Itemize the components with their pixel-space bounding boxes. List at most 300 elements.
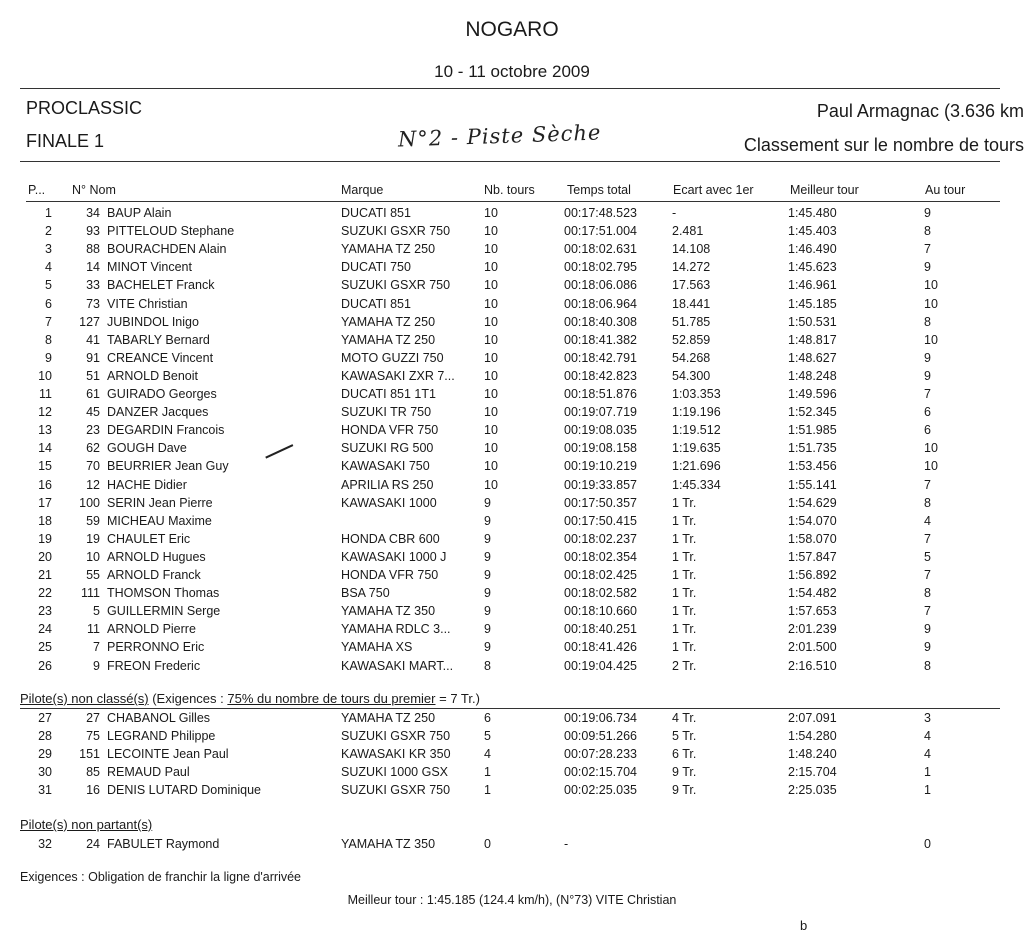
row-ecart: 1:19.635 (672, 441, 721, 456)
row-tours: 10 (484, 296, 498, 311)
row-meilleur: 1:45.185 (788, 296, 837, 311)
row-tours: 9 (484, 586, 491, 601)
row-temps: 00:18:02.425 (564, 568, 637, 582)
row-pos: 6 (45, 296, 52, 311)
row-ecart: 1:21.696 (672, 459, 721, 474)
row-tours: 10 (484, 206, 498, 220)
row-name: PITTELOUD Stephane (107, 224, 235, 239)
row-marque: APRILIA RS 250 (341, 477, 434, 492)
row-tours: 9 (484, 604, 491, 619)
row-ecart: 51.785 (672, 314, 711, 329)
table-row (0, 729, 1024, 747)
row-num: 100 (79, 495, 100, 510)
row-temps: 00:18:42.823 (564, 368, 637, 383)
row-tours: 9 (484, 531, 491, 546)
row-tours: 10 (484, 405, 498, 420)
row-tours: 9 (484, 640, 491, 655)
row-ecart: 4 Tr. (672, 711, 697, 725)
row-pos: 13 (38, 423, 52, 438)
header-temps-total: Temps total (567, 183, 631, 197)
row-au-tour: 7 (924, 387, 931, 401)
row-num: 9 (93, 658, 100, 673)
row-tours: 10 (484, 332, 498, 347)
row-tours: 9 (484, 622, 491, 637)
row-au-tour: 8 (924, 586, 931, 601)
row-ecart: 1 Tr. (672, 622, 697, 637)
row-temps: 00:19:04.425 (564, 658, 637, 673)
row-ecart: 9 Tr. (672, 765, 697, 779)
row-ecart: 1 Tr. (672, 568, 697, 582)
row-meilleur: 2:07.091 (788, 711, 837, 725)
row-num: 59 (86, 513, 100, 528)
table-row (0, 278, 1024, 296)
row-temps: 00:17:50.415 (564, 513, 637, 528)
row-meilleur: 1:48.248 (788, 368, 837, 383)
row-name: DEGARDIN Francois (107, 423, 225, 438)
row-au-tour: 7 (924, 604, 931, 619)
row-pos: 21 (38, 568, 52, 582)
row-name: CHABANOL Gilles (107, 711, 211, 725)
footer-exigences: Exigences : Obligation de franchir la ligne d'arrivée (20, 870, 302, 884)
row-num: 41 (86, 332, 100, 347)
table-row (0, 405, 1024, 423)
table-header (0, 183, 1024, 201)
table-row (0, 837, 1024, 855)
table-row (0, 242, 1024, 260)
table-row (0, 478, 1024, 496)
table-row (0, 568, 1024, 586)
row-meilleur: 1:52.345 (788, 405, 837, 420)
row-marque: KAWASAKI 1000 (341, 495, 437, 510)
row-name: FREON Frederic (107, 658, 201, 673)
table-row (0, 514, 1024, 532)
row-temps: 00:02:15.704 (564, 765, 637, 779)
row-pos: 32 (38, 837, 52, 851)
row-marque: SUZUKI GSXR 750 (341, 729, 451, 743)
row-meilleur: 1:49.596 (788, 387, 837, 401)
row-tours: 10 (484, 477, 498, 492)
row-temps: 00:18:02.582 (564, 586, 637, 601)
row-temps: 00:18:02.354 (564, 549, 637, 564)
row-au-tour: 9 (924, 350, 931, 365)
row-au-tour: 4 (924, 747, 931, 761)
row-au-tour: 7 (924, 242, 931, 257)
table-row (0, 640, 1024, 658)
row-marque: YAMAHA TZ 250 (341, 711, 436, 725)
row-ecart: 9 Tr. (672, 783, 697, 797)
row-au-tour: 6 (924, 423, 931, 438)
row-au-tour: 10 (924, 441, 938, 456)
row-meilleur: 1:57.653 (788, 604, 837, 619)
row-marque: KAWASAKI KR 350 (341, 747, 451, 761)
row-temps: 00:18:41.426 (564, 640, 637, 655)
row-marque: SUZUKI RG 500 (341, 441, 434, 456)
row-marque: HONDA CBR 600 (341, 531, 440, 546)
row-temps: 00:19:10.219 (564, 459, 637, 474)
row-tours: 1 (484, 765, 491, 779)
row-au-tour: 9 (924, 206, 931, 220)
row-ecart: 1 Tr. (672, 495, 697, 510)
row-name: ARNOLD Hugues (107, 549, 206, 564)
row-meilleur: 1:45.480 (788, 206, 837, 220)
row-name: BAUP Alain (107, 206, 172, 220)
row-au-tour: 8 (924, 658, 931, 673)
row-name: TABARLY Bernard (107, 332, 210, 347)
row-marque: DUCATI 851 1T1 (341, 387, 436, 401)
row-tours: 9 (484, 513, 491, 528)
row-ecart: 1:45.334 (672, 477, 721, 492)
row-temps: 00:07:28.233 (564, 747, 637, 761)
row-meilleur: 1:57.847 (788, 549, 837, 564)
row-temps: 00:17:50.357 (564, 495, 637, 510)
table-row (0, 387, 1024, 405)
row-ecart: 1:03.353 (672, 387, 721, 401)
table-row (0, 441, 1024, 459)
row-marque: SUZUKI 1000 GSX (341, 765, 448, 779)
row-meilleur: 1:45.403 (788, 224, 837, 239)
row-name: BEURRIER Jean Guy (107, 459, 229, 474)
row-ecart: 17.563 (672, 278, 711, 293)
row-num: 70 (86, 459, 100, 474)
row-meilleur: 1:55.141 (788, 477, 837, 492)
row-marque: HONDA VFR 750 (341, 423, 439, 438)
row-au-tour: 0 (924, 837, 931, 851)
row-temps: 00:02:25.035 (564, 783, 637, 797)
row-au-tour: 7 (924, 531, 931, 546)
row-ecart: 5 Tr. (672, 729, 697, 743)
row-marque: KAWASAKI 1000 J (341, 549, 447, 564)
row-meilleur: 1:58.070 (788, 531, 837, 546)
header-marque: Marque (341, 183, 384, 197)
table-row (0, 351, 1024, 369)
row-num: 111 (80, 586, 100, 601)
row-pos: 15 (38, 459, 52, 474)
divider-header (26, 201, 1000, 202)
row-num: 11 (87, 622, 100, 637)
row-temps: 00:18:02.631 (564, 242, 637, 257)
row-meilleur: 2:01.239 (788, 622, 837, 637)
header-meilleur-tour: Meilleur tour (790, 183, 859, 197)
row-ecart: 2 Tr. (672, 658, 697, 673)
row-meilleur: 2:16.510 (788, 658, 837, 673)
row-meilleur: 1:51.735 (788, 441, 837, 456)
row-ecart: 1:19.512 (672, 423, 721, 438)
row-marque: YAMAHA TZ 350 (341, 837, 436, 851)
row-temps: - (564, 837, 569, 851)
row-pos: 5 (45, 278, 52, 293)
table-row (0, 333, 1024, 351)
row-au-tour: 9 (924, 622, 931, 637)
row-pos: 17 (38, 495, 52, 510)
row-pos: 23 (38, 604, 52, 619)
row-tours: 10 (484, 314, 498, 329)
circuit-name: Paul Armagnac (3.636 km (816, 101, 1024, 121)
category-label: PROCLASSIC (26, 98, 143, 118)
row-num: 51 (86, 368, 100, 383)
row-pos: 3 (45, 242, 52, 257)
row-pos: 31 (38, 783, 52, 797)
row-au-tour: 9 (924, 260, 931, 275)
row-ecart: 54.268 (672, 350, 711, 365)
row-tours: 10 (484, 441, 498, 456)
row-pos: 10 (38, 368, 52, 383)
row-au-tour: 4 (924, 729, 931, 743)
row-au-tour: 10 (924, 459, 938, 474)
table-row (0, 423, 1024, 441)
row-ecart: 6 Tr. (672, 747, 697, 761)
row-num: 127 (79, 314, 100, 329)
row-num: 75 (86, 729, 100, 743)
row-marque: KAWASAKI MART... (341, 658, 454, 673)
row-num: 24 (86, 837, 100, 851)
row-au-tour: 8 (924, 314, 931, 329)
row-temps: 00:17:51.004 (564, 224, 637, 239)
row-marque: DUCATI 851 (341, 296, 411, 311)
header-ecart: Ecart avec 1er (673, 183, 754, 197)
table-row (0, 297, 1024, 315)
row-temps: 00:18:10.660 (564, 604, 637, 619)
row-pos: 16 (38, 477, 52, 492)
row-pos: 27 (38, 711, 52, 725)
row-tours: 4 (484, 747, 491, 761)
row-num: 23 (86, 423, 100, 438)
row-name: VITE Christian (107, 296, 188, 311)
page-mark: b (800, 918, 808, 933)
row-pos: 29 (38, 747, 52, 761)
row-meilleur: 1:53.456 (788, 459, 837, 474)
row-pos: 30 (38, 765, 52, 779)
row-num: 85 (86, 765, 100, 779)
table-row (0, 459, 1024, 477)
row-temps: 00:18:02.795 (564, 260, 637, 275)
row-name: ARNOLD Benoit (107, 368, 199, 383)
row-num: 73 (86, 296, 100, 311)
row-meilleur: 1:54.629 (788, 495, 837, 510)
header-nb-tours: Nb. tours (484, 183, 535, 197)
row-marque: SUZUKI GSXR 750 (341, 278, 451, 293)
row-num: 33 (86, 278, 100, 293)
row-ecart: 1 Tr. (672, 531, 697, 546)
row-name: THOMSON Thomas (107, 586, 220, 601)
row-name: BOURACHDEN Alain (107, 242, 227, 257)
row-marque: YAMAHA TZ 250 (341, 332, 436, 347)
row-marque: DUCATI 851 (341, 206, 411, 220)
row-ecart: 54.300 (672, 368, 711, 383)
table-row (0, 659, 1024, 677)
row-num: 10 (86, 549, 100, 564)
row-au-tour: 9 (924, 368, 931, 383)
row-name: ARNOLD Pierre (107, 622, 196, 637)
row-pos: 22 (38, 586, 52, 601)
row-au-tour: 9 (924, 640, 931, 655)
row-temps: 00:18:40.251 (564, 622, 637, 637)
row-au-tour: 6 (924, 405, 931, 420)
row-meilleur: 1:54.070 (788, 513, 837, 528)
row-meilleur: 1:54.280 (788, 729, 837, 743)
row-tours: 10 (484, 368, 498, 383)
row-meilleur: 1:56.892 (788, 568, 837, 582)
row-meilleur: 2:01.500 (788, 640, 837, 655)
row-pos: 12 (38, 405, 52, 420)
header-num-nom: N° Nom (72, 183, 116, 197)
row-name: DANZER Jacques (107, 405, 209, 420)
row-pos: 18 (38, 513, 52, 528)
row-pos: 24 (38, 622, 52, 637)
table-row (0, 496, 1024, 514)
row-temps: 00:18:51.876 (564, 387, 637, 401)
row-temps: 00:18:41.382 (564, 332, 637, 347)
row-ecart: 14.108 (672, 242, 711, 257)
row-num: 14 (86, 260, 100, 275)
row-temps: 00:09:51.266 (564, 729, 637, 743)
row-au-tour: 7 (924, 477, 931, 492)
row-tours: 9 (484, 495, 491, 510)
row-temps: 00:18:06.086 (564, 278, 637, 293)
table-row (0, 711, 1024, 729)
row-name: LEGRAND Philippe (107, 729, 216, 743)
row-temps: 00:19:06.734 (564, 711, 637, 725)
row-temps: 00:18:02.237 (564, 531, 637, 546)
row-pos: 19 (38, 531, 52, 546)
row-marque: YAMAHA RDLC 3... (341, 622, 451, 637)
row-marque: YAMAHA TZ 350 (341, 604, 436, 619)
row-temps: 00:17:48.523 (564, 206, 637, 220)
row-tours: 9 (484, 549, 491, 564)
row-temps: 00:19:08.035 (564, 423, 637, 438)
row-marque: MOTO GUZZI 750 (341, 350, 444, 365)
row-pos: 1 (45, 206, 52, 220)
row-meilleur: 1:48.817 (788, 332, 837, 347)
event-dates: 10 - 11 octobre 2009 (434, 62, 590, 81)
row-temps: 00:18:06.964 (564, 296, 637, 311)
table-row (0, 747, 1024, 765)
row-au-tour: 10 (924, 296, 938, 311)
row-num: 62 (86, 441, 100, 456)
row-au-tour: 4 (924, 513, 931, 528)
row-ecart: 52.859 (672, 332, 711, 347)
row-meilleur: 1:48.240 (788, 747, 837, 761)
row-au-tour: 1 (924, 765, 931, 779)
race-label: FINALE 1 (26, 131, 105, 151)
row-num: 27 (86, 711, 100, 725)
row-au-tour: 8 (924, 224, 931, 239)
row-tours: 8 (484, 658, 491, 673)
row-marque: KAWASAKI 750 (341, 459, 430, 474)
row-ecart: 1 Tr. (672, 586, 697, 601)
row-num: 5 (93, 604, 100, 619)
row-ecart: 14.272 (672, 260, 711, 275)
row-meilleur: 1:45.623 (788, 260, 837, 275)
row-name: LECOINTE Jean Paul (107, 747, 229, 761)
non-partant-title: Pilote(s) non partant(s) (20, 817, 153, 832)
row-au-tour: 5 (924, 549, 931, 564)
row-pos: 14 (38, 441, 52, 456)
row-name: ARNOLD Franck (107, 568, 201, 582)
row-num: 12 (86, 477, 100, 492)
row-name: MICHEAU Maxime (107, 513, 212, 528)
row-name: BACHELET Franck (107, 278, 215, 293)
handwritten-note: N°2 - Piste Sèche (397, 120, 602, 152)
row-ecart: 1 Tr. (672, 549, 697, 564)
row-au-tour: 8 (924, 495, 931, 510)
row-num: 151 (79, 747, 100, 761)
row-pos: 9 (45, 350, 52, 365)
row-tours: 10 (484, 278, 498, 293)
row-tours: 10 (484, 242, 498, 257)
row-tours: 6 (484, 711, 491, 725)
row-name: JUBINDOL Inigo (107, 314, 199, 329)
footer-meilleur-tour: Meilleur tour : 1:45.185 (124.4 km/h), (N°73) VITE Christian (347, 893, 677, 907)
row-ecart: 1 Tr. (672, 513, 697, 528)
row-tours: 10 (484, 260, 498, 275)
row-au-tour: 10 (924, 332, 938, 347)
row-au-tour: 7 (924, 568, 931, 582)
row-ecart: 2.481 (672, 224, 704, 239)
row-num: 7 (93, 640, 100, 655)
row-num: 88 (86, 242, 100, 257)
header-pos: P... (28, 183, 46, 197)
table-row (0, 765, 1024, 783)
row-au-tour: 1 (924, 783, 931, 797)
row-name: CHAULET Eric (107, 531, 191, 546)
row-tours: 9 (484, 568, 491, 582)
row-pos: 8 (45, 332, 52, 347)
row-ecart: - (672, 206, 677, 220)
divider-top (20, 88, 1000, 89)
row-name: DENIS LUTARD Dominique (107, 783, 261, 797)
row-name: HACHE Didier (107, 477, 187, 492)
row-tours: 10 (484, 423, 498, 438)
row-meilleur: 2:15.704 (788, 765, 837, 779)
row-au-tour: 3 (924, 711, 931, 725)
table-row (0, 315, 1024, 333)
row-temps: 00:19:33.857 (564, 477, 637, 492)
row-marque: YAMAHA XS (341, 640, 413, 655)
table-row (0, 206, 1024, 224)
row-meilleur: 1:54.482 (788, 586, 837, 601)
row-num: 61 (86, 387, 100, 401)
row-num: 16 (86, 783, 100, 797)
row-tours: 0 (484, 837, 491, 851)
row-marque: SUZUKI TR 750 (341, 405, 432, 420)
row-temps: 00:19:07.719 (564, 405, 637, 420)
non-classe-title: Pilote(s) non classé(s) (Exigences : 75% du nombre de tours du premier = 7 Tr.) (20, 691, 480, 706)
row-tours: 10 (484, 350, 498, 365)
row-ecart: 18.441 (672, 296, 711, 311)
row-num: 93 (86, 224, 100, 239)
row-marque: SUZUKI GSXR 750 (341, 224, 451, 239)
row-name: REMAUD Paul (107, 765, 190, 779)
row-pos: 20 (38, 549, 52, 564)
row-ecart: 1 Tr. (672, 604, 697, 619)
row-marque: YAMAHA TZ 250 (341, 314, 436, 329)
row-name: GUIRADO Georges (107, 387, 217, 401)
row-pos: 25 (38, 640, 52, 655)
ranking-type: Classement sur le nombre de tours (743, 135, 1024, 155)
row-pos: 11 (39, 387, 52, 401)
row-pos: 2 (45, 224, 52, 239)
row-num: 45 (86, 405, 100, 420)
row-marque: HONDA VFR 750 (341, 568, 439, 582)
row-num: 34 (86, 206, 100, 220)
row-num: 19 (86, 531, 100, 546)
table-row (0, 783, 1024, 801)
row-temps: 00:19:08.158 (564, 441, 637, 456)
event-title: NOGARO (465, 18, 559, 41)
row-meilleur: 1:51.985 (788, 423, 837, 438)
row-name: MINOT Vincent (107, 260, 192, 275)
row-name: CREANCE Vincent (107, 350, 214, 365)
